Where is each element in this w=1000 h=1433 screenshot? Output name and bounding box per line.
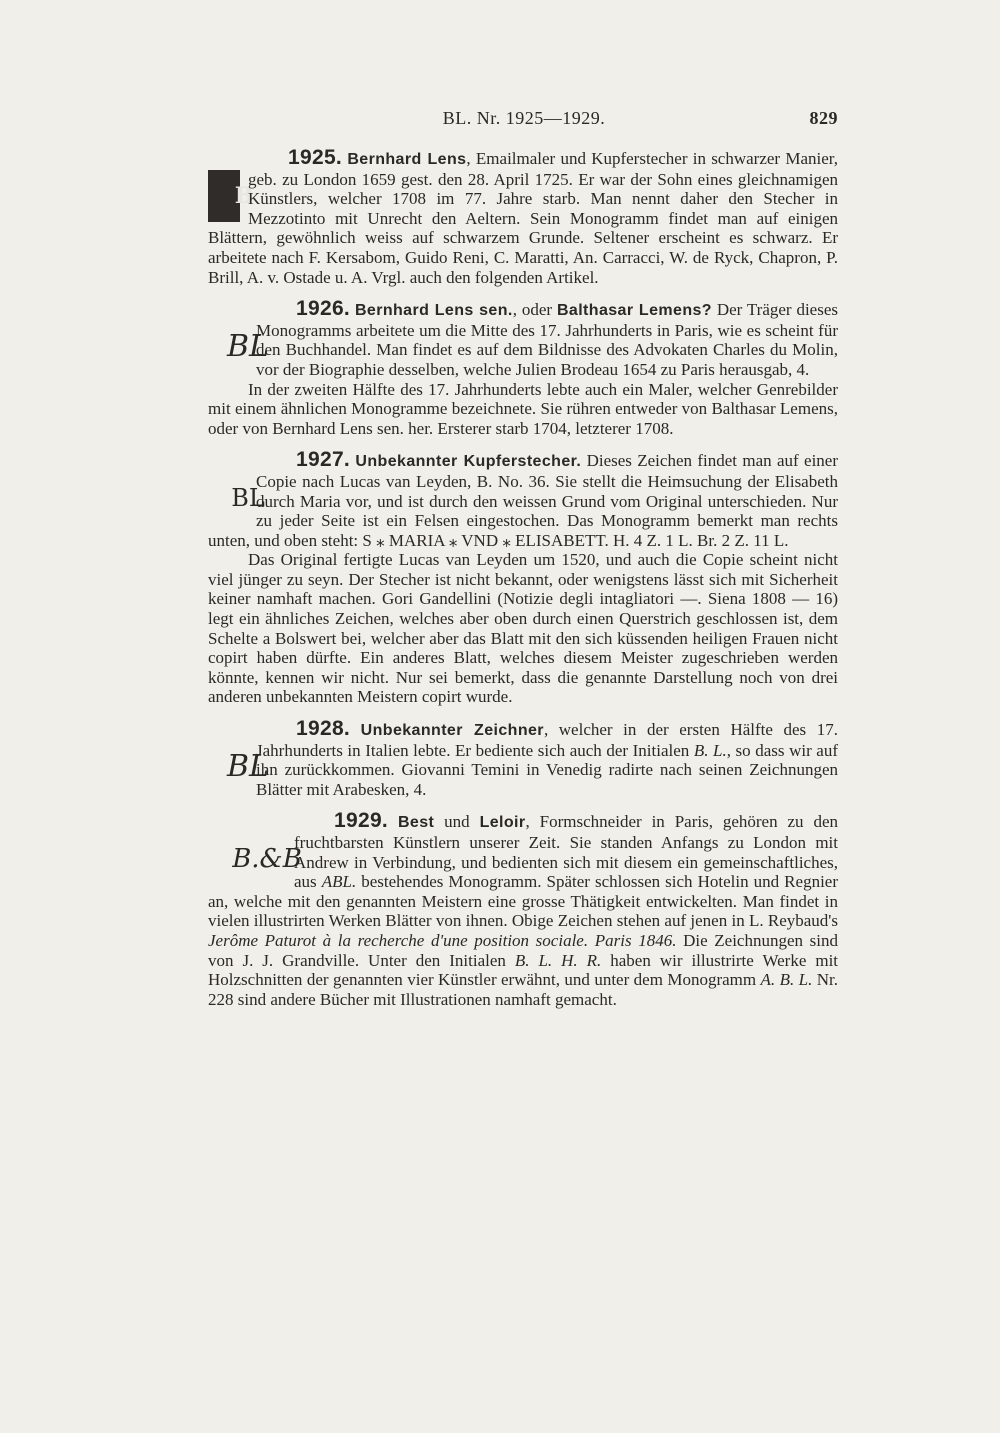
initials-blhr: B. L. H. R. <box>514 950 602 970</box>
monogram-mark: BL <box>227 329 269 365</box>
artist-name: Unbekannter Kupferstecher. <box>355 453 582 471</box>
artist-name: Unbekannter Zeichner <box>360 722 544 740</box>
entry-text: Der Träger dieses Monogramms arbeitete um die Mitte des 17. Jahrhunderts in Paris, wie es scheint für den Buchhandel. Man findet es auf dem Bildnisse des Advokaten Charles du Molin, vor der Biographie desselben, welche Julien Brodeau 1654 zu Paris herausgab, 4. <box>256 300 839 379</box>
connector-text: und <box>434 812 480 832</box>
running-title: BL. Nr. 1925—1929. <box>442 108 606 128</box>
entry-paragraph: Das Original fertigte Lucas van Leyden um 1520, und auch die Copie scheint nicht viel jünger zu seyn. Der Stecher ist nicht bekannt, oder wenigstens lässt sich mit Sicherheit keiner namhaft machen. Gori Gandellini (Notizie degli intagliatori —. Siena 1808 — 16) legt ein ähnliches Zeichen, welches aber oben durch einen Querstrich geschlossen ist, dem Schelte a Bolswert bei, welcher aber das Blatt mit den sich küssenden heiligen Frauen nicht copirt haben dürfte. Ein anderes Blatt, welches diesem Meister zugeschrieben werden könnte, kennen wir nicht. Nur sei bemerkt, dass die genannte Darstellung noch von drei anderen unbekannten Meistern copirt wurde. <box>208 550 838 707</box>
entry-text: , Emailmaler und Kupferstecher in schwarzer Manier, geb. zu London 1659 gest. den 28. April 1725. Er war der Sohn eines gleichnamigen Künstlers, welcher 1708 im 77. Jahre starb. Man nennt daher den Stecher in Mezzotinto mit Unrecht den Aeltern. Sein Monogramm findet man auf einigen Blättern, gewöhnlich weiss auf schwarzem Grunde. Seltener erscheint es schwarz. Er arbeitete nach F. Kersabom, Guido Reni, C. Maratti, An. Carracci, W. de Ryck, Chapron, P. Brill, A. v. Ostade u. A. Vrgl. auch den folgenden Artikel. <box>208 149 838 287</box>
text-column <box>208 148 838 1021</box>
artist-name: Bernhard Lens sen. <box>354 302 513 320</box>
artist-name: Best <box>397 814 435 832</box>
entry-number: 1927. <box>296 448 351 472</box>
entry-1927 <box>208 450 838 707</box>
monogram-mark: B <box>208 170 240 222</box>
initials: B. L. <box>693 740 727 760</box>
entry-text: , welcher in der ersten Hälfte des 17. Jahrhunderts in Italien lebte. Er bediente sich auch der Initialen <box>256 720 838 760</box>
entry-text: , Formschneider in Paris, gehören zu den fruchtbarsten Künstlern unserer Zeit. Sie standen Anfangs zu London mit Andrew in Verbindung, und bedienten sich mit diesem ein gemeinschaftliches, aus <box>294 812 838 892</box>
initials-abl: A. B. L. <box>760 970 813 990</box>
connector-text: , oder <box>512 300 557 320</box>
entry-text-cont: Die Zeichnungen sind von J. J. Grandville. Unter den Initialen <box>208 930 838 970</box>
entry-paragraph: In der zweiten Hälfte des 17. Jahrhunderts lebte auch ein Maler, welcher Genrebilder mit einem ähnlichen Monogramme bezeichnete. Sie rühren entweder von Balthasar Lemens, oder von Bernhard Lens sen. her. Ersterer starb 1704, letzterer 1708. <box>208 379 838 438</box>
entry-1928 <box>208 719 838 799</box>
entry-text-cont: bestehendes Monogramm. Später schlossen sich Hotelin und Regnier an, welche mit den genannten Meistern eine grosse Thätigkeit entwickelten. Man findet in vielen illustrirten Werken Blätter von ihnen. Obige Zeichen stehen auf jenen in L. Reybaud's <box>208 872 838 931</box>
page-header <box>210 108 838 138</box>
entry-1926 <box>208 299 838 438</box>
artist-name: Bernhard Lens <box>347 151 467 168</box>
monogram-mark: BL <box>227 749 269 785</box>
monogram-mark: B.&B <box>232 844 302 875</box>
entry-1925 <box>208 148 838 287</box>
monogram-mark: BL <box>231 484 265 513</box>
entry-number: 1926. <box>296 297 351 321</box>
entry-1929 <box>208 811 838 1009</box>
monogram-abl: ABL. <box>321 872 357 892</box>
entry-number: 1925. <box>288 146 343 169</box>
entry-text-cont: Nr. 228 sind andere Bücher mit Illustrationen namhaft gemacht. <box>208 970 838 1009</box>
entry-text: Dieses Zeichen findet man auf einer Copie nach Lucas van Leyden, B. No. 36. Sie stellt die Heimsuchung der Elisabeth durch Maria vor, und ist durch den weissen Grund vom Original unterschieden. Nur zu jeder Seite ist ein Felsen eingestochen. Das Monogramm bemerkt man rechts unten, und oben steht: S ⁎ MARIA ⁎ VND ⁎ ELISABETT. H. 4 Z. 1 L. Br. 2 Z. 11 L. <box>208 451 839 550</box>
page-number: 829 <box>809 108 838 128</box>
entry-text-cont: , so dass wir auf ihn zurückkommen. Giovanni Temini in Venedig radirte nach seinen Zeichnungen Blätter mit Arabesken, 4. <box>256 740 838 799</box>
entry-number: 1928. <box>296 717 351 741</box>
entry-text-cont: haben wir illustrirte Werke mit Holzschnitten der genannten vier Künstler erwähnt, und unter dem Monogramm <box>208 950 839 990</box>
artist-name-alt: Leloir <box>479 814 526 832</box>
entry-number: 1929. <box>334 809 389 833</box>
artist-name-alt: Balthasar Lemens? <box>556 302 712 320</box>
book-title: Jerôme Paturot à la recherche d'une position sociale. Paris 1846. <box>208 930 677 950</box>
